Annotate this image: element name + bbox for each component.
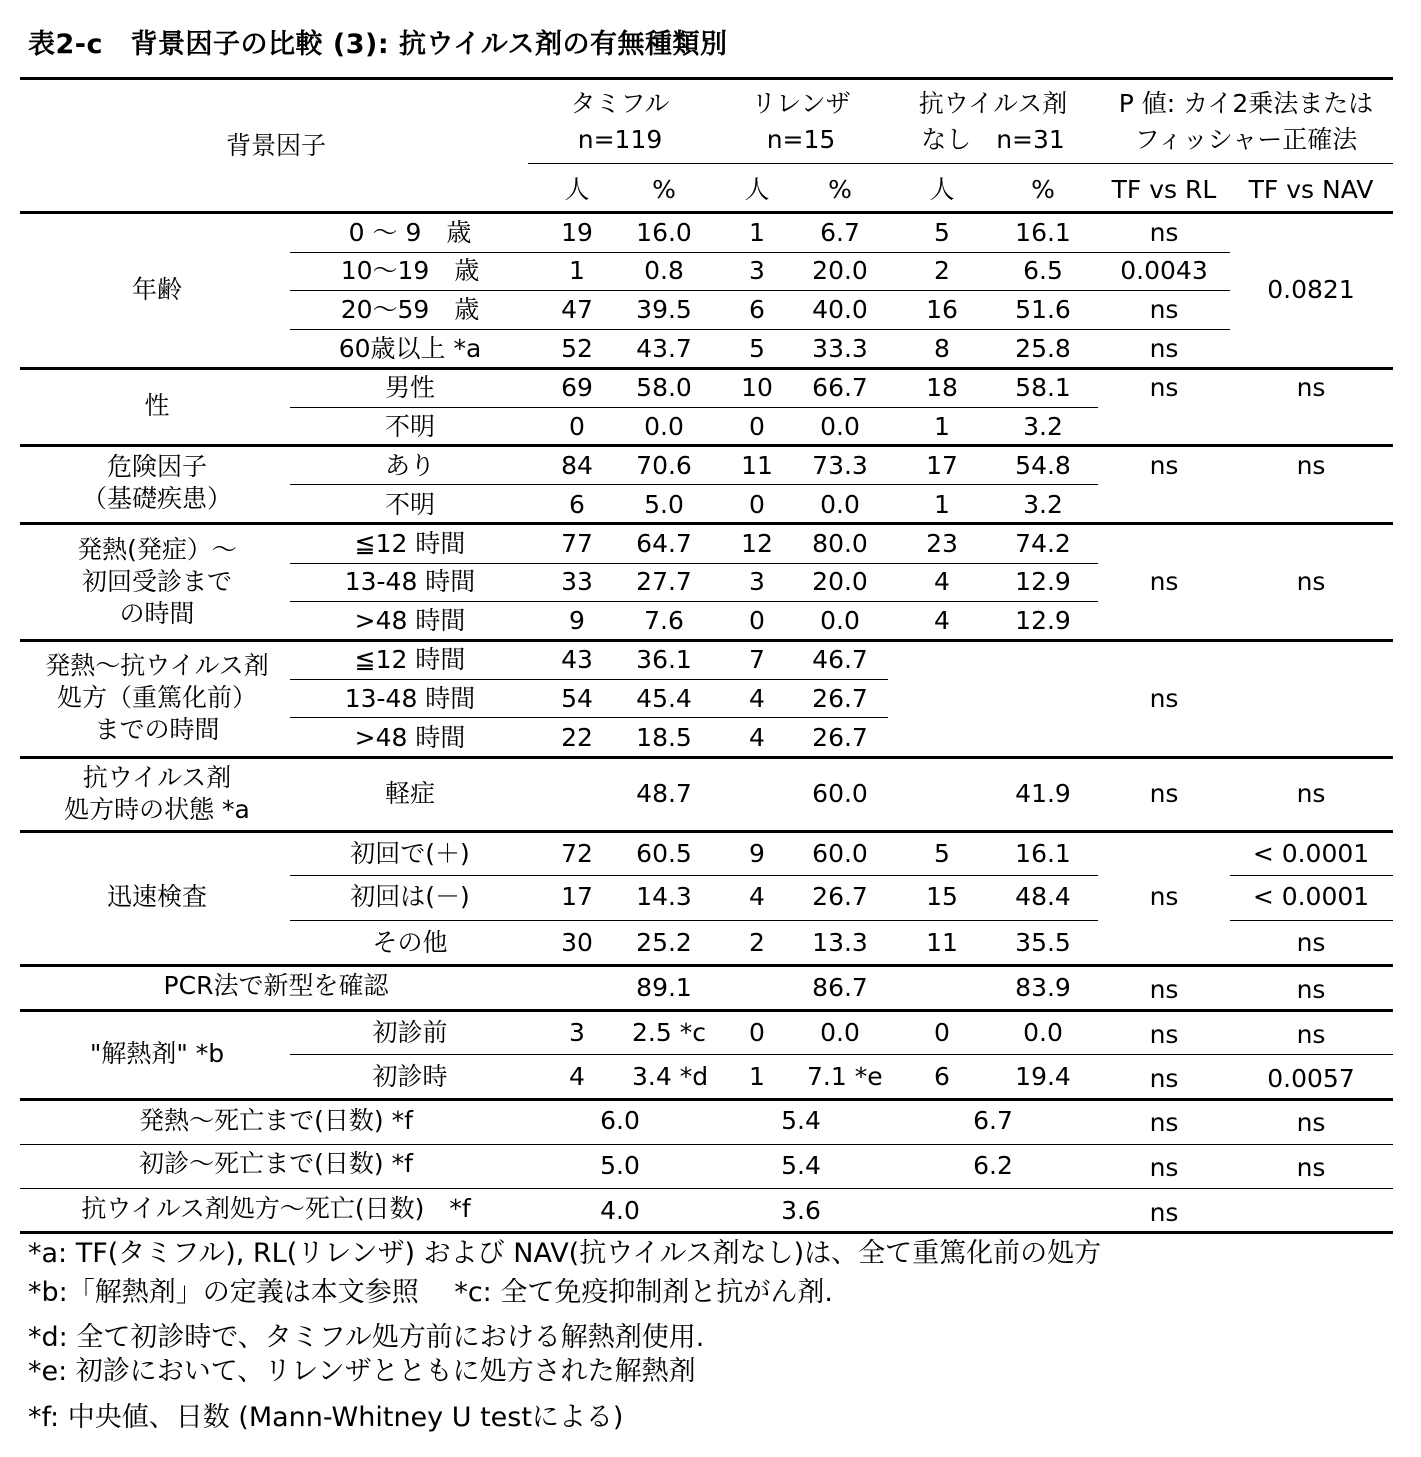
subcategory-label: 初回で(＋) bbox=[350, 839, 470, 868]
cell-noav-pct: 35.5 bbox=[1015, 928, 1071, 957]
cell-relenza-pct: 80.0 bbox=[812, 529, 868, 558]
cell-relenza-n: 1 bbox=[749, 218, 765, 247]
cell-tamiflu-n: 3 bbox=[569, 1018, 585, 1047]
cell-p-tf-nav: < 0.0001 bbox=[1252, 839, 1370, 868]
cell-noav-n: 5 bbox=[934, 218, 950, 247]
cell-noav-pct: 41.9 bbox=[1015, 779, 1071, 808]
cell-relenza-pct: 26.7 bbox=[812, 684, 868, 713]
header-p-line2: フィッシャー正確法 bbox=[1134, 125, 1358, 154]
cell-relenza-n: 0 bbox=[749, 490, 765, 519]
cell-relenza-n: 0 bbox=[749, 606, 765, 635]
cell-noav-n: 6 bbox=[934, 1062, 950, 1091]
factor-name: 発熱～抗ウイルス剤 bbox=[45, 651, 269, 680]
header-unit-rlp: % bbox=[828, 175, 852, 204]
cell-relenza-pct: 73.3 bbox=[812, 451, 868, 480]
cell-tamiflu-pct: 89.1 bbox=[636, 973, 692, 1002]
cell-relenza-n: 7 bbox=[749, 645, 765, 674]
cell-noav-pct: 83.9 bbox=[1015, 973, 1071, 1002]
subcategory-label: 60歳以上 *a bbox=[338, 334, 482, 363]
header-factor: 背景因子 bbox=[225, 131, 327, 160]
cell-relenza-pct: 20.0 bbox=[812, 256, 868, 285]
cell-p-tf-nav: 0.0057 bbox=[1267, 1064, 1355, 1093]
cell-p-tf-rl: ns bbox=[1149, 882, 1179, 911]
header-tf-rl: TF vs RL bbox=[1111, 175, 1217, 204]
cell-p-tf-rl: ns bbox=[1149, 218, 1179, 247]
cell-noav-n: 0 bbox=[934, 1018, 950, 1047]
cell-tamiflu-pct: 14.3 bbox=[636, 882, 692, 911]
subcategory-label: 軽症 bbox=[384, 779, 436, 808]
group-rule-6 bbox=[20, 830, 1393, 833]
cell-tamiflu-n: 4 bbox=[569, 1062, 585, 1091]
cell-relenza-pct: 7.1 *e bbox=[807, 1062, 883, 1091]
cell-p-tf-nav: 0.0821 bbox=[1267, 275, 1355, 304]
inner-rule-6-3 bbox=[1230, 920, 1393, 921]
cell-relenza-n: 11 bbox=[741, 451, 773, 480]
cell-noav-pct: 16.1 bbox=[1015, 839, 1071, 868]
cell-tamiflu-n: 77 bbox=[561, 529, 593, 558]
cell-tamiflu-n: 9 bbox=[569, 606, 585, 635]
cell-relenza-pct: 60.0 bbox=[812, 779, 868, 808]
factor-name: までの時間 bbox=[94, 715, 220, 744]
footnote: *d: 全て初診時で、タミフル処方前における解熱剤使用. bbox=[28, 1322, 705, 1353]
cell-noav-n: 11 bbox=[926, 928, 958, 957]
cell-noav-pct: 54.8 bbox=[1015, 451, 1071, 480]
inner-rule-0-2 bbox=[290, 329, 1230, 330]
cell-tamiflu-n: 72 bbox=[561, 839, 593, 868]
cell-noav-n: 4 bbox=[934, 567, 950, 596]
header-unit-tfp: % bbox=[652, 175, 676, 204]
cell-relenza-pct: 20.0 bbox=[812, 567, 868, 596]
cell-relenza-pct: 0.0 bbox=[820, 412, 860, 441]
subcategory-label: 20～59 歳 bbox=[340, 295, 480, 324]
subcategory-label: 男性 bbox=[384, 373, 436, 402]
group-rule-9 bbox=[20, 1098, 1393, 1101]
cell-noav-n: 23 bbox=[926, 529, 958, 558]
cell-relenza-n: 10 bbox=[741, 373, 773, 402]
inner-rule-4-0 bbox=[290, 679, 888, 680]
cell-relenza: 5.4 bbox=[781, 1151, 821, 1180]
subcategory-label: 13-48 時間 bbox=[344, 684, 476, 713]
subcategory-label: あり bbox=[384, 451, 436, 480]
factor-name: 発熱(発症）～ bbox=[77, 535, 237, 564]
footnote: *a: TF(タミフル), RL(リレンザ) および NAV(抗ウイルス剤なし)は、全て重篤化前の処方 bbox=[28, 1238, 1102, 1269]
cell-noav-n: 16 bbox=[926, 295, 958, 324]
group-rule-7 bbox=[20, 964, 1393, 967]
cell-relenza-n: 0 bbox=[749, 412, 765, 441]
group-rule-3 bbox=[20, 522, 1393, 525]
factor-name: 抗ウイルス剤処方～死亡(日数) *f bbox=[81, 1194, 471, 1223]
inner-rule-2-0 bbox=[290, 484, 1098, 485]
header-relenza-n: n=15 bbox=[766, 125, 836, 154]
header-tamiflu: タミフル bbox=[570, 89, 670, 118]
cell-p-tf-rl: ns bbox=[1149, 567, 1179, 596]
cell-tamiflu-pct: 43.7 bbox=[636, 334, 692, 363]
cell-tamiflu-n: 52 bbox=[561, 334, 593, 363]
cell-p-tf-rl: ns bbox=[1149, 334, 1179, 363]
cell-relenza-pct: 46.7 bbox=[812, 645, 868, 674]
cell-relenza-pct: 86.7 bbox=[812, 973, 868, 1002]
header-unit-navp: % bbox=[1031, 175, 1055, 204]
cell-tamiflu-n: 43 bbox=[561, 645, 593, 674]
subcategory-label: >48 時間 bbox=[354, 723, 466, 752]
header-subrule bbox=[528, 163, 1393, 164]
cell-p-tf-nav: ns bbox=[1296, 1108, 1326, 1137]
cell-tamiflu-n: 30 bbox=[561, 928, 593, 957]
cell-p-tf-nav: ns bbox=[1296, 1020, 1326, 1049]
cell-p-tf-rl: ns bbox=[1149, 975, 1179, 1004]
cell-p-tf-rl: ns bbox=[1149, 684, 1179, 713]
group-rule-5 bbox=[20, 756, 1393, 759]
inner-rule-3-0 bbox=[290, 563, 1098, 564]
subcategory-label: ≦12 時間 bbox=[354, 529, 466, 558]
cell-p-tf-rl: ns bbox=[1149, 1198, 1179, 1227]
cell-p-tf-nav: < 0.0001 bbox=[1252, 882, 1370, 911]
cell-relenza-n: 1 bbox=[749, 1062, 765, 1091]
cell-noav-n: 18 bbox=[926, 373, 958, 402]
cell-tamiflu-n: 6 bbox=[569, 490, 585, 519]
inner-rule-6-2 bbox=[1230, 875, 1393, 876]
cell-tamiflu-n: 33 bbox=[561, 567, 593, 596]
cell-tamiflu-n: 0 bbox=[569, 412, 585, 441]
cell-tamiflu-pct: 39.5 bbox=[636, 295, 692, 324]
subcategory-label: 初診時 bbox=[372, 1062, 448, 1091]
cell-noav-pct: 12.9 bbox=[1015, 606, 1071, 635]
cell-tamiflu-pct: 7.6 bbox=[644, 606, 684, 635]
cell-relenza-pct: 26.7 bbox=[812, 723, 868, 752]
cell-p-tf-rl: ns bbox=[1149, 1064, 1179, 1093]
cell-noav-n: 1 bbox=[934, 412, 950, 441]
cell-tamiflu-pct: 25.2 bbox=[636, 928, 692, 957]
cell-noav-n: 2 bbox=[934, 256, 950, 285]
cell-p-tf-nav: ns bbox=[1296, 779, 1326, 808]
factor-name: 抗ウイルス剤 bbox=[82, 763, 232, 792]
cell-noav-pct: 3.2 bbox=[1023, 412, 1063, 441]
inner-rule-0-1 bbox=[290, 290, 1230, 291]
cell-relenza-n: 3 bbox=[749, 256, 765, 285]
inner-rule-0-0 bbox=[290, 252, 1230, 253]
cell-tamiflu-pct: 27.7 bbox=[636, 567, 692, 596]
factor-name: 性 bbox=[144, 391, 170, 420]
cell-relenza-pct: 60.0 bbox=[812, 839, 868, 868]
header-noav-n: なし n=31 bbox=[921, 125, 1065, 154]
table-top-rule bbox=[20, 77, 1393, 80]
cell-p-tf-rl: 0.0043 bbox=[1120, 256, 1208, 285]
cell-relenza-n: 4 bbox=[749, 882, 765, 911]
cell-relenza-n: 4 bbox=[749, 684, 765, 713]
cell-noav-n: 4 bbox=[934, 606, 950, 635]
subcategory-label: 不明 bbox=[384, 490, 436, 519]
inner-rule-4-1 bbox=[290, 717, 888, 718]
cell-relenza-pct: 66.7 bbox=[812, 373, 868, 402]
factor-name: "解熱剤" *b bbox=[89, 1039, 225, 1068]
cell-tamiflu-pct: 18.5 bbox=[636, 723, 692, 752]
cell-relenza-n: 6 bbox=[749, 295, 765, 324]
factor-name: PCR法で新型を確認 bbox=[163, 971, 389, 1000]
subcategory-label: 0 ～ 9 歳 bbox=[348, 218, 472, 247]
subcategory-label: 13-48 時間 bbox=[344, 567, 476, 596]
factor-name: 危険因子 bbox=[106, 452, 208, 481]
cell-relenza-pct: 6.7 bbox=[820, 218, 860, 247]
factor-name: 処方（重篤化前） bbox=[56, 683, 258, 712]
cell-noav: 6.2 bbox=[973, 1151, 1013, 1180]
cell-relenza: 3.6 bbox=[781, 1196, 821, 1225]
header-tamiflu-n: n=119 bbox=[577, 125, 663, 154]
cell-noav-n: 8 bbox=[934, 334, 950, 363]
subcategory-label: その他 bbox=[372, 928, 448, 957]
header-unit-tfn: 人 bbox=[564, 175, 590, 204]
cell-noav-pct: 19.4 bbox=[1015, 1062, 1071, 1091]
cell-p-tf-nav: ns bbox=[1296, 451, 1326, 480]
inner-rule-6-1 bbox=[290, 920, 1098, 921]
cell-relenza-pct: 26.7 bbox=[812, 882, 868, 911]
cell-p-tf-rl: ns bbox=[1149, 1020, 1179, 1049]
cell-relenza-n: 9 bbox=[749, 839, 765, 868]
cell-relenza-n: 12 bbox=[741, 529, 773, 558]
cell-noav: 6.7 bbox=[973, 1106, 1013, 1135]
cell-relenza-pct: 0.0 bbox=[820, 490, 860, 519]
factor-name: の時間 bbox=[119, 599, 195, 628]
cell-p-tf-rl: ns bbox=[1149, 1153, 1179, 1182]
header-unit-rln: 人 bbox=[744, 175, 770, 204]
footnote: *b:「解熱剤」の定義は本文参照 *c: 全て免疫抑制剤と抗がん剤. bbox=[28, 1277, 833, 1308]
cell-p-tf-rl: ns bbox=[1149, 1108, 1179, 1137]
cell-tamiflu-pct: 36.1 bbox=[636, 645, 692, 674]
cell-tamiflu-pct: 2.5 *c bbox=[632, 1018, 706, 1047]
header-p-line1: P 値: カイ2乗法または bbox=[1118, 89, 1374, 118]
cell-tamiflu-pct: 70.6 bbox=[636, 451, 692, 480]
group-rule-4 bbox=[20, 639, 1393, 642]
cell-tamiflu-n: 1 bbox=[569, 256, 585, 285]
cell-tamiflu-n: 19 bbox=[561, 218, 593, 247]
subcategory-label: ≦12 時間 bbox=[354, 645, 466, 674]
subcategory-label: 初回は(－) bbox=[350, 882, 470, 911]
cell-relenza-n: 5 bbox=[749, 334, 765, 363]
cell-p-tf-nav: ns bbox=[1296, 567, 1326, 596]
inner-rule-6-0 bbox=[290, 875, 1098, 876]
factor-name: （基礎疾患） bbox=[81, 484, 233, 513]
table-bottom-rule bbox=[20, 1231, 1393, 1234]
cell-tamiflu-n: 47 bbox=[561, 295, 593, 324]
cell-relenza-pct: 33.3 bbox=[812, 334, 868, 363]
factor-name: 初回受診まで bbox=[81, 567, 233, 596]
cell-noav-pct: 25.8 bbox=[1015, 334, 1071, 363]
cell-noav-n: 1 bbox=[934, 490, 950, 519]
factor-name: 発熱～死亡まで(日数) *f bbox=[139, 1106, 413, 1135]
cell-relenza-n: 0 bbox=[749, 1018, 765, 1047]
group-rule-1 bbox=[20, 367, 1393, 370]
cell-p-tf-rl: ns bbox=[1149, 373, 1179, 402]
cell-noav-n: 15 bbox=[926, 882, 958, 911]
cell-tamiflu-n: 69 bbox=[561, 373, 593, 402]
factor-name: 処方時の状態 *a bbox=[64, 795, 250, 824]
group-rule-8 bbox=[20, 1009, 1393, 1012]
cell-relenza-n: 4 bbox=[749, 723, 765, 752]
group-rule-2 bbox=[20, 444, 1393, 447]
inner-rule-3-1 bbox=[290, 601, 1098, 602]
cell-noav-pct: 16.1 bbox=[1015, 218, 1071, 247]
cell-relenza-n: 3 bbox=[749, 567, 765, 596]
cell-tamiflu-pct: 45.4 bbox=[636, 684, 692, 713]
factor-name: 初診～死亡まで(日数) *f bbox=[139, 1149, 413, 1178]
cell-tamiflu-pct: 0.0 bbox=[644, 412, 684, 441]
header-noav: 抗ウイルス剤 bbox=[918, 89, 1068, 118]
cell-tamiflu: 4.0 bbox=[600, 1196, 640, 1225]
cell-p-tf-nav: ns bbox=[1296, 928, 1326, 957]
cell-noav-pct: 3.2 bbox=[1023, 490, 1063, 519]
cell-relenza-pct: 0.0 bbox=[820, 606, 860, 635]
cell-relenza-pct: 13.3 bbox=[812, 928, 868, 957]
cell-relenza-n: 2 bbox=[749, 928, 765, 957]
subcategory-label: >48 時間 bbox=[354, 606, 466, 635]
cell-noav-pct: 51.6 bbox=[1015, 295, 1071, 324]
cell-tamiflu-pct: 58.0 bbox=[636, 373, 692, 402]
cell-p-tf-nav: ns bbox=[1296, 975, 1326, 1004]
factor-name: 迅速検査 bbox=[106, 882, 208, 911]
cell-noav-pct: 58.1 bbox=[1015, 373, 1071, 402]
cell-tamiflu-pct: 16.0 bbox=[636, 218, 692, 247]
footnote: *e: 初診において、リレンザとともに処方された解熱剤 bbox=[28, 1356, 696, 1387]
cell-p-tf-rl: ns bbox=[1149, 779, 1179, 808]
cell-relenza-pct: 40.0 bbox=[812, 295, 868, 324]
footnote: *f: 中央値、日数 (Mann-Whitney U testによる) bbox=[28, 1402, 624, 1433]
cell-noav-pct: 12.9 bbox=[1015, 567, 1071, 596]
cell-noav-pct: 6.5 bbox=[1023, 256, 1063, 285]
cell-tamiflu-pct: 60.5 bbox=[636, 839, 692, 868]
cell-noav-n: 5 bbox=[934, 839, 950, 868]
subcategory-label: 10～19 歳 bbox=[340, 256, 480, 285]
cell-tamiflu: 5.0 bbox=[600, 1151, 640, 1180]
cell-noav-pct: 0.0 bbox=[1023, 1018, 1063, 1047]
cell-noav-pct: 48.4 bbox=[1015, 882, 1071, 911]
cell-tamiflu-n: 84 bbox=[561, 451, 593, 480]
factor-name: 年齢 bbox=[131, 275, 183, 304]
cell-tamiflu-pct: 48.7 bbox=[636, 779, 692, 808]
cell-relenza: 5.4 bbox=[781, 1106, 821, 1135]
group-rule-10 bbox=[20, 1144, 1393, 1145]
cell-p-tf-nav: ns bbox=[1296, 1153, 1326, 1182]
inner-rule-8-0 bbox=[290, 1054, 1393, 1055]
subcategory-label: 不明 bbox=[384, 412, 436, 441]
header-relenza: リレンザ bbox=[751, 89, 851, 118]
cell-tamiflu-n: 22 bbox=[561, 723, 593, 752]
cell-tamiflu-pct: 3.4 *d bbox=[632, 1062, 709, 1091]
cell-tamiflu-pct: 5.0 bbox=[644, 490, 684, 519]
header-unit-navn: 人 bbox=[929, 175, 955, 204]
cell-tamiflu: 6.0 bbox=[600, 1106, 640, 1135]
cell-relenza-pct: 0.0 bbox=[820, 1018, 860, 1047]
header-tf-nav: TF vs NAV bbox=[1248, 175, 1374, 204]
cell-p-tf-rl: ns bbox=[1149, 451, 1179, 480]
cell-tamiflu-n: 17 bbox=[561, 882, 593, 911]
group-rule-11 bbox=[20, 1188, 1393, 1189]
subcategory-label: 初診前 bbox=[372, 1018, 448, 1047]
inner-rule-1-0 bbox=[290, 407, 1098, 408]
cell-noav-n: 17 bbox=[926, 451, 958, 480]
cell-tamiflu-n: 54 bbox=[561, 684, 593, 713]
cell-p-tf-rl: ns bbox=[1149, 295, 1179, 324]
cell-tamiflu-pct: 64.7 bbox=[636, 529, 692, 558]
cell-p-tf-nav: ns bbox=[1296, 373, 1326, 402]
group-rule-0 bbox=[20, 211, 1393, 214]
cell-tamiflu-pct: 0.8 bbox=[644, 256, 684, 285]
cell-noav-pct: 74.2 bbox=[1015, 529, 1071, 558]
page-title: 表2-c 背景因子の比較 (3): 抗ウイルス剤の有無種類別 bbox=[28, 29, 728, 60]
